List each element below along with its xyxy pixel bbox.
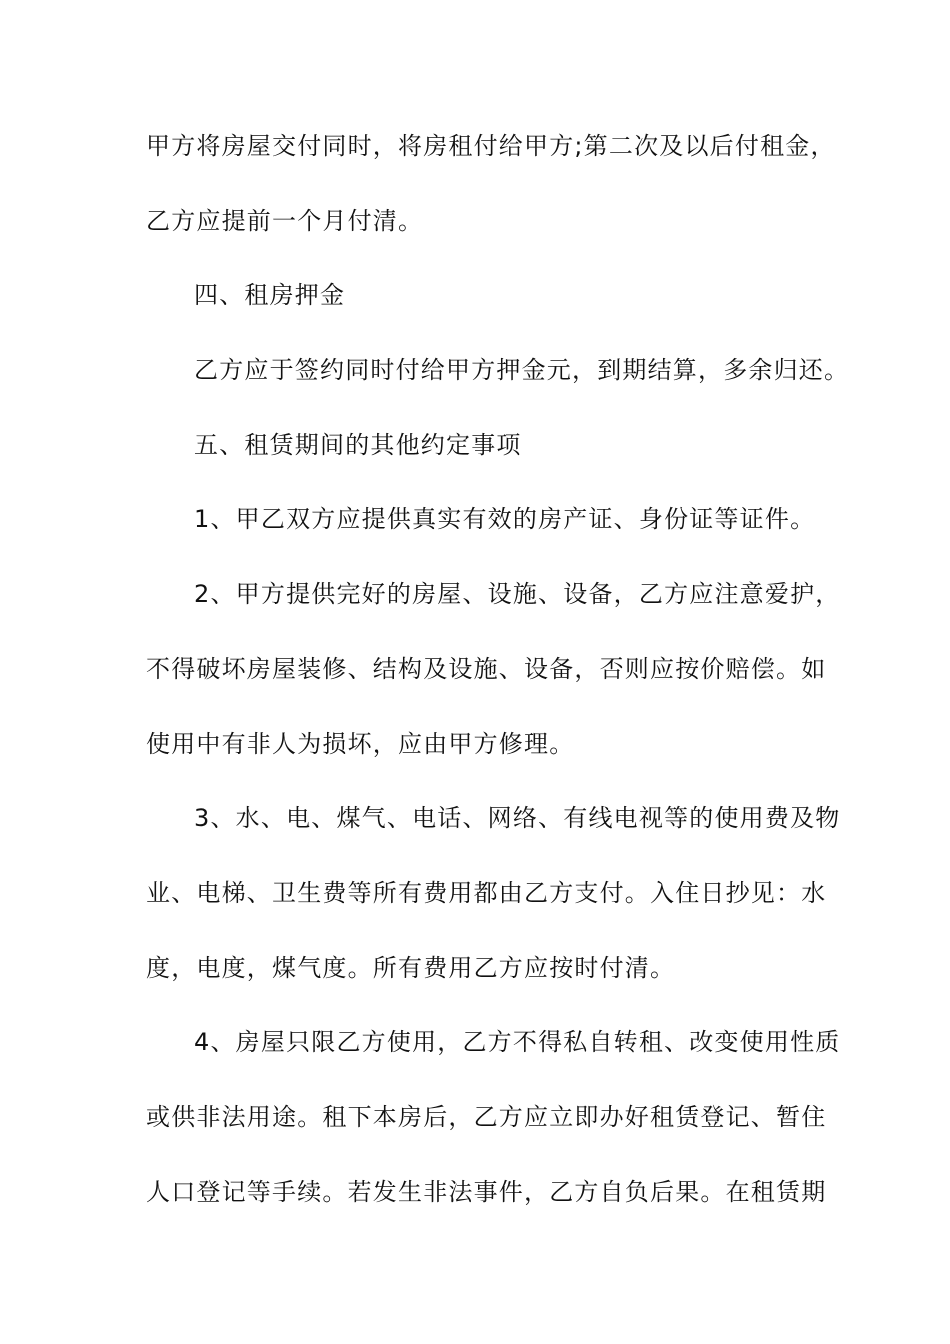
clause-1: 1、甲乙双方应提供真实有效的房产证、身份证等证件。 bbox=[194, 505, 816, 534]
text-line: 度，电度，煤气度。所有费用乙方应按时付清。 bbox=[146, 953, 676, 982]
text-line: 人口登记等手续。若发生非法事件，乙方自负后果。在租赁期 bbox=[146, 1177, 827, 1206]
text-line: 或供非法用途。租下本房后，乙方应立即办好租赁登记、暂住 bbox=[146, 1102, 827, 1131]
text-line: 乙方应提前一个月付清。 bbox=[146, 206, 424, 235]
text-line: 使用中有非人为损坏，应由甲方修理。 bbox=[146, 729, 575, 758]
section-heading-deposit: 四、租房押金 bbox=[194, 281, 346, 310]
text-line: 甲方将房屋交付同时，将房租付给甲方;第二次及以后付租金， bbox=[146, 132, 836, 160]
document-body bbox=[146, 126, 850, 1246]
clause-3: 3、水、电、煤气、电话、网络、有线电视等的使用费及物 bbox=[194, 804, 841, 833]
text-line: 乙方应于签约同时付给甲方押金元，到期结算，多余归还。 bbox=[194, 356, 850, 385]
text-line: 业、电梯、卫生费等所有费用都由乙方支付。入住日抄见：水 bbox=[146, 878, 827, 907]
section-heading-other-terms: 五、租赁期间的其他约定事项 bbox=[194, 430, 522, 459]
clause-4: 4、房屋只限乙方使用，乙方不得私自转租、改变使用性质 bbox=[194, 1028, 841, 1057]
clause-2: 2、甲方提供完好的房屋、设施、设备，乙方应注意爱护， bbox=[194, 580, 841, 609]
text-line: 不得破坏房屋装修、结构及设施、设备，否则应按价赔偿。如 bbox=[146, 654, 827, 683]
